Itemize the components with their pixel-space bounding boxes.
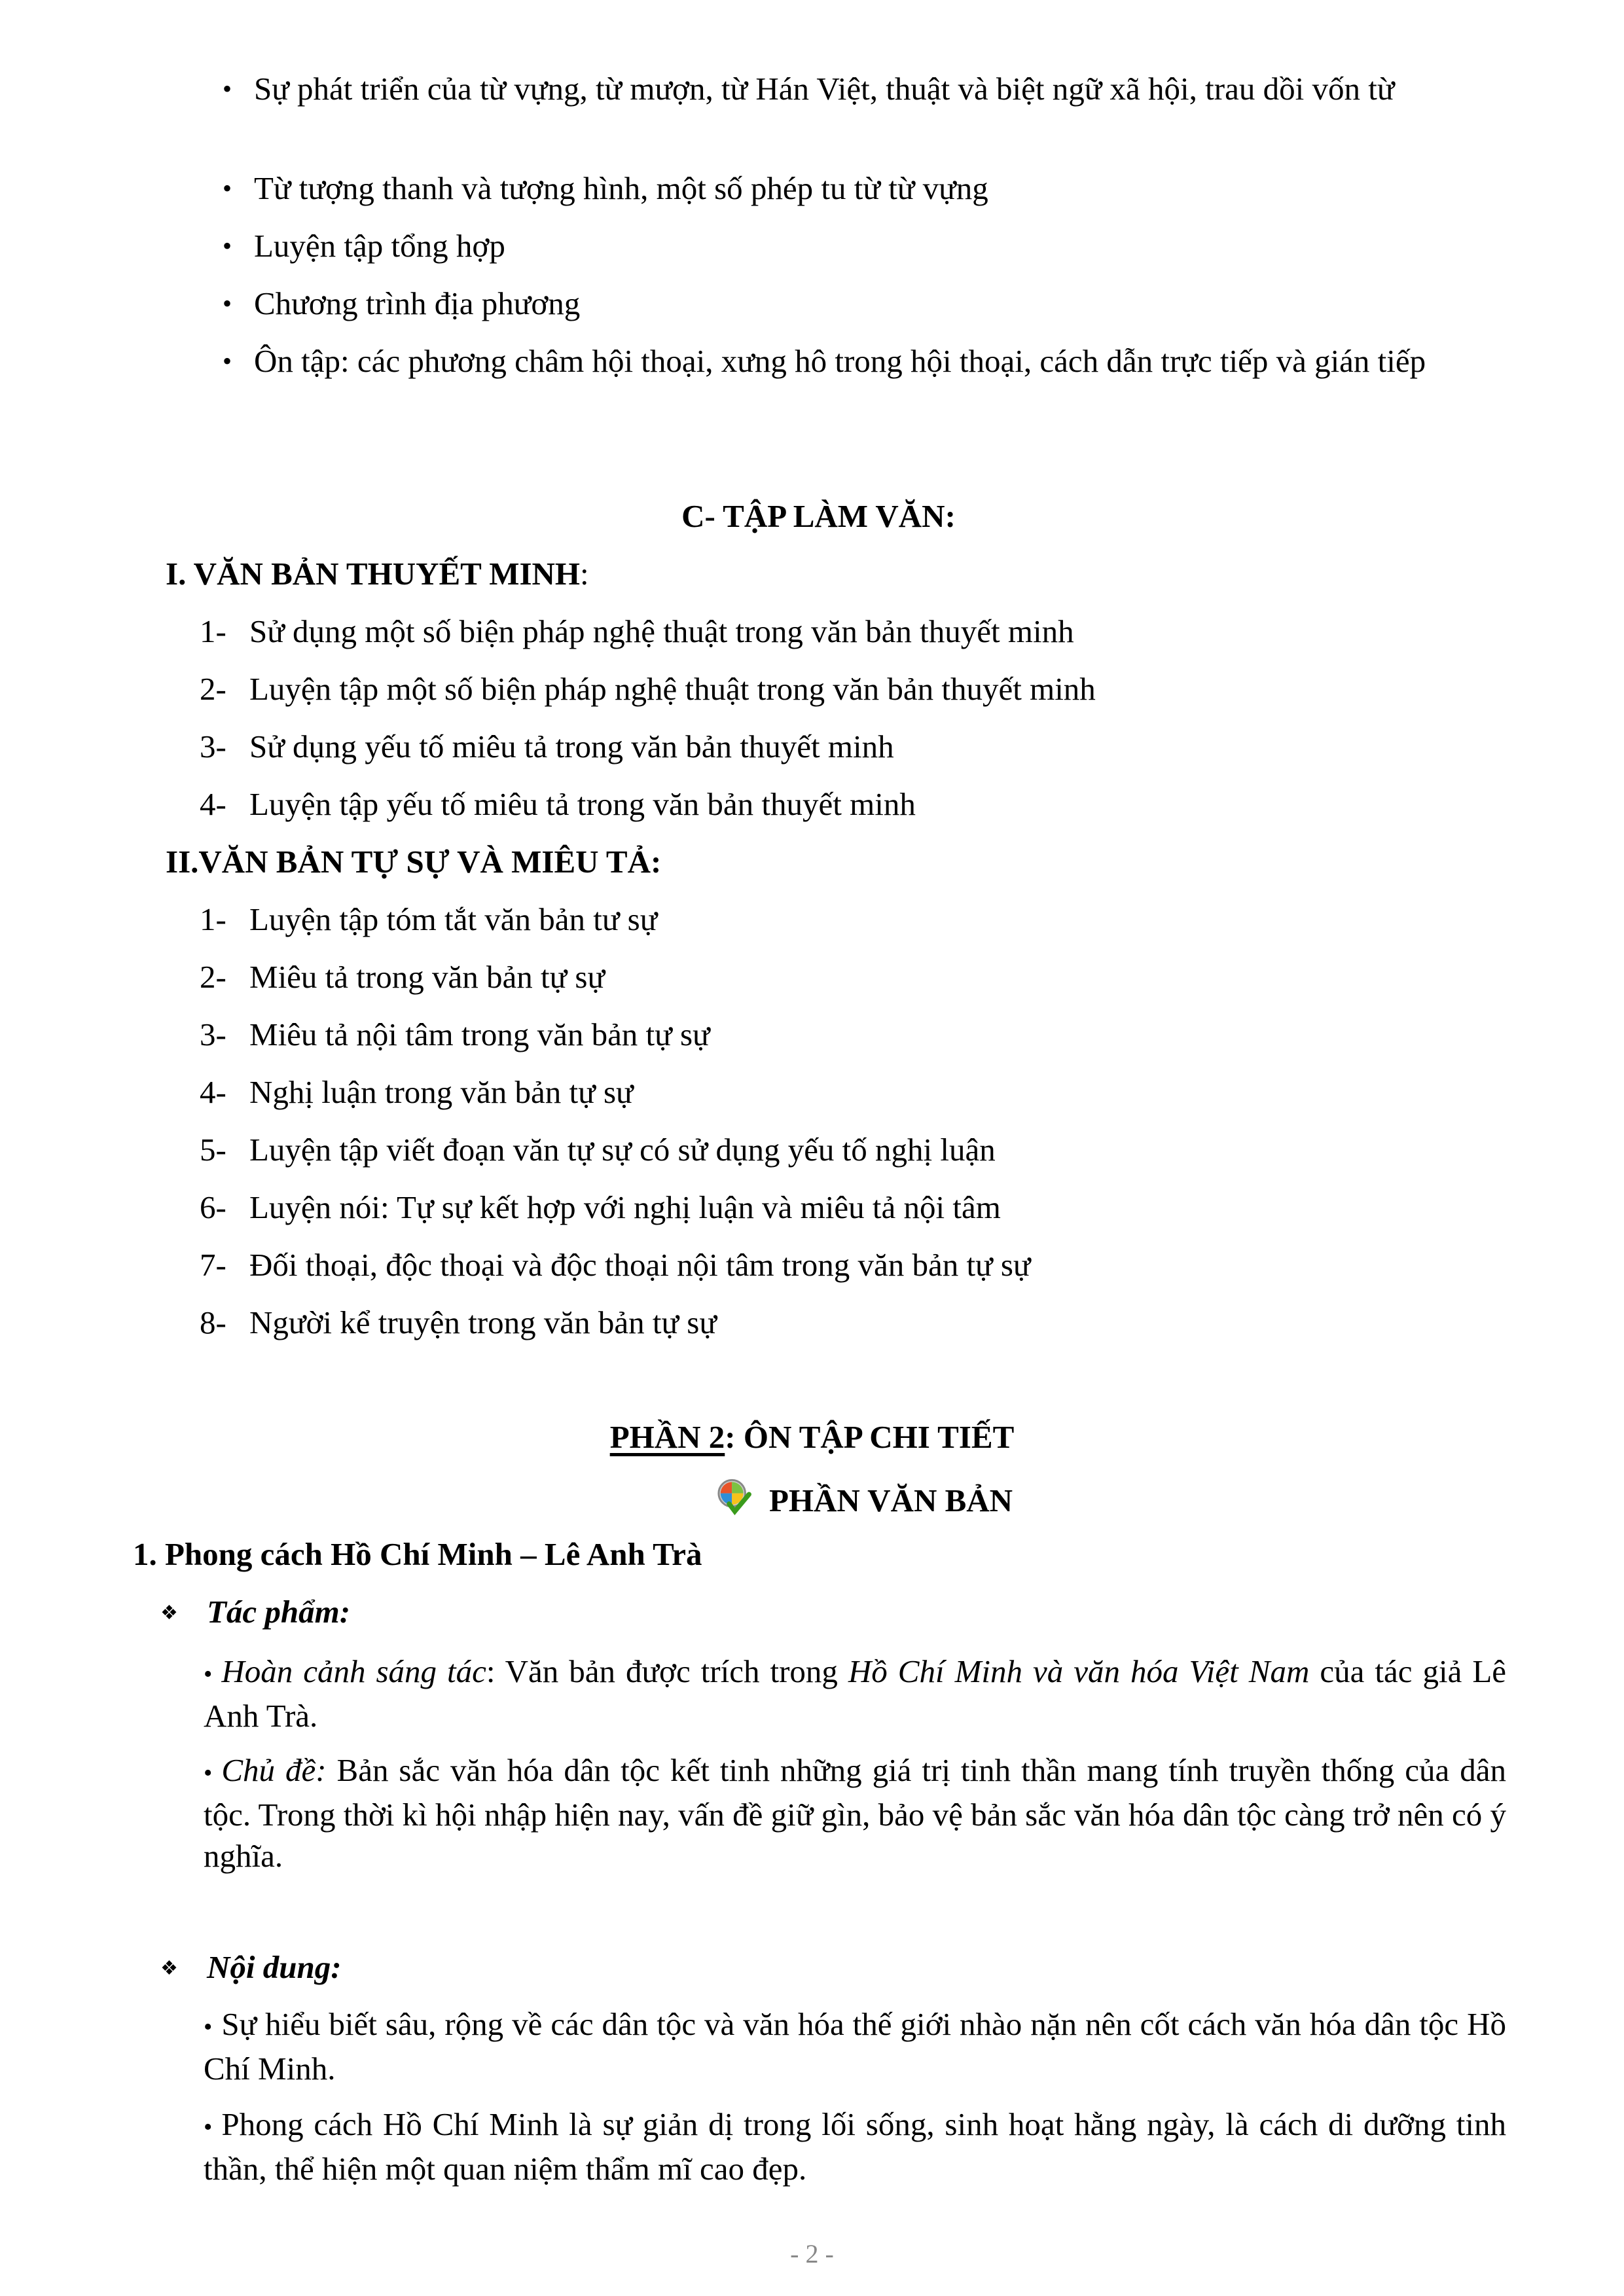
bullet-icon: • <box>223 74 232 103</box>
bullet-item: • Luyện tập tổng hợp <box>223 225 1509 266</box>
part2-heading: II.VĂN BẢN TỰ SỰ VÀ MIÊU TẢ: <box>166 844 662 880</box>
bullet-icon: • <box>223 346 232 376</box>
bullet-icon: • <box>223 289 232 318</box>
bullet-item: • Sự phát triển của từ vựng, từ mượn, từ Hán Việt, thuật và biệt ngữ xã hội, trau dồi vốn từ <box>223 68 1509 109</box>
numbered-item: 5- Luyện tập viết đoạn văn tự sự có sử dụng yếu tố nghị luận <box>200 1132 996 1168</box>
part2-subtitle: PHẦN VĂN BẢN <box>717 1477 1013 1520</box>
part1-heading: I. VĂN BẢN THUYẾT MINH: <box>166 556 589 592</box>
noi-dung-paragraph: • Phong cách Hồ Chí Minh là sự giản dị trong lối sống, sinh hoạt hằng ngày, là cách di dưỡng tinh thần, thể hiện một quan niệm thẩm mĩ cao đẹp. <box>204 2106 1506 2187</box>
numbered-item: 2- Miêu tả trong văn bản tự sự <box>200 959 605 995</box>
bullet-icon: • <box>223 173 232 203</box>
noi-dung-heading: Nội dung: <box>207 1949 342 1985</box>
bullet-icon: • <box>223 231 232 260</box>
noi-dung-paragraph: • Sự hiểu biết sâu, rộng về các dân tộc và văn hóa thế giới nhào nặn nên cốt cách văn hóa dân tộc Hồ Chí Minh. <box>204 2006 1506 2087</box>
diamond-bullet-icon: ❖ <box>160 1602 178 1624</box>
numbered-item: 8- Người kể truyện trong văn bản tự sự <box>200 1304 717 1340</box>
section-c-title: C- TẬP LÀM VĂN: <box>681 498 956 534</box>
bullet-item: • Ôn tập: các phương châm hội thoại, xưng hô trong hội thoại, cách dẫn trực tiếp và gián tiếp <box>223 340 1509 382</box>
numbered-item: 2- Luyện tập một số biện pháp nghệ thuật trong văn bản thuyết minh <box>200 671 1096 707</box>
bullet-item: • Chương trình địa phương <box>223 283 1509 324</box>
lesson-title: 1. Phong cách Hồ Chí Minh – Lê Anh Trà <box>133 1536 702 1572</box>
numbered-item: 1- Luyện tập tóm tắt văn bản tư sự <box>200 901 658 937</box>
diamond-bullet-icon: ❖ <box>160 1958 178 1979</box>
hoan-canh-paragraph: • Hoàn cảnh sáng tác: Văn bản được trích trong Hồ Chí Minh và văn hóa Việt Nam của tác giả Lê Anh Trà. <box>204 1653 1506 1734</box>
numbered-item: 3- Sử dụng yếu tố miêu tả trong văn bản thuyết minh <box>200 728 894 764</box>
numbered-item: 1- Sử dụng một số biện pháp nghệ thuật trong văn bản thuyết minh <box>200 613 1074 649</box>
page-number: - 2 - <box>790 2239 834 2269</box>
numbered-item: 3- Miêu tả nội tâm trong văn bản tự sự <box>200 1016 710 1052</box>
bullet-item: • Từ tượng thanh và tượng hình, một số phép tu từ từ vựng <box>223 168 1509 209</box>
chu-de-paragraph: • Chủ đề: Bản sắc văn hóa dân tộc kết tinh những giá trị tinh thần mang tính truyền thống của dân tộc. Trong thời kì hội nhập hiện nay, vấn đề giữ gìn, bảo vệ bản sắc văn hóa dân tộc càng trở nên có ý nghĩa. <box>204 1752 1506 1874</box>
part2-title: PHẦN 2: ÔN TẬP CHI TIẾT <box>609 1419 1015 1455</box>
tac-pham-heading: Tác phẩm: <box>207 1594 351 1630</box>
numbered-item: 6- Luyện nói: Tự sự kết hợp với nghị luận và miêu tả nội tâm <box>200 1189 1001 1225</box>
numbered-item: 4- Luyện tập yếu tố miêu tả trong văn bản thuyết minh <box>200 786 916 822</box>
windows-check-icon <box>717 1477 755 1515</box>
numbered-item: 7- Đối thoại, độc thoại và độc thoại nội tâm trong văn bản tự sự <box>200 1247 1031 1283</box>
numbered-item: 4- Nghị luận trong văn bản tự sự <box>200 1074 634 1110</box>
